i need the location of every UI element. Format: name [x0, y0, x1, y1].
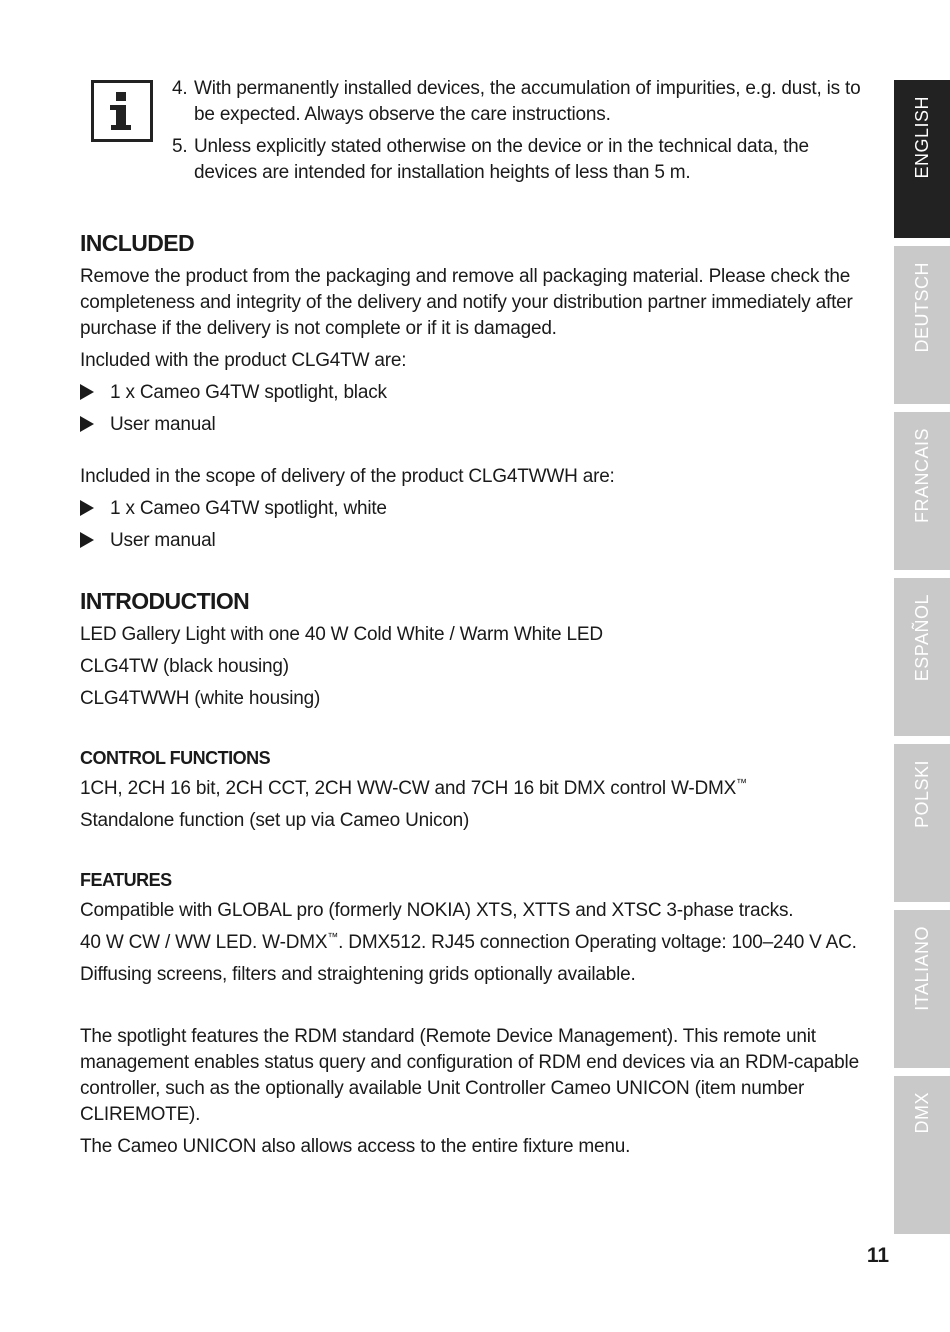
triangle-bullet-icon [80, 500, 94, 516]
triangle-bullet-icon [80, 384, 94, 400]
introduction-line: LED Gallery Light with one 40 W Cold White / Warm White LED [80, 624, 603, 645]
included-intro: Remove the product from the packaging and remove all packaging material. Please check the completeness and integrity of the delivery and notify your distribution partner immediately after purchase if the delivery is not complete or if it is damaged. [80, 266, 853, 339]
list-item [80, 496, 880, 522]
tab-polski[interactable]: POLSKI [894, 744, 950, 902]
note-number: 5. [172, 136, 188, 157]
triangle-bullet-icon [80, 532, 94, 548]
list-item-text: User manual [110, 414, 216, 435]
language-tabs [894, 80, 950, 1242]
features-heading: FEATURES [80, 870, 172, 890]
main-content [80, 228, 880, 1166]
tab-dmx[interactable]: DMX [894, 1076, 950, 1234]
note-text: With permanently installed devices, the accumulation of impurities, e.g. dust, is to be expected. Always observe the care instructions. [194, 78, 861, 125]
tab-deutsch[interactable]: DEUTSCH [894, 246, 950, 404]
page-number: 11 [866, 1244, 890, 1267]
features-line: Compatible with GLOBAL pro (formerly NOKIA) XTS, XTTS and XTSC 3-phase tracks. [80, 900, 794, 921]
note-item [172, 134, 872, 186]
included-group2-label: Included in the scope of delivery of the product CLG4TWWH are: [80, 466, 615, 487]
tab-english[interactable]: ENGLISH [894, 80, 950, 238]
included-group1-label: Included with the product CLG4TW are: [80, 350, 407, 371]
triangle-bullet-icon [80, 416, 94, 432]
tab-italiano[interactable]: ITALIANO [894, 910, 950, 1068]
list-item [80, 380, 880, 406]
tab-francais[interactable]: FRANCAIS [894, 412, 950, 570]
control-functions-heading: CONTROL FUNCTIONS [80, 748, 271, 768]
included-heading: INCLUDED [80, 230, 195, 256]
features-line: 40 W CW / WW LED. W-DMX™. DMX512. RJ45 connection Operating voltage: 100–240 V AC. [80, 931, 857, 953]
care-notes [172, 76, 872, 192]
control-functions-line: Standalone function (set up via Cameo Unicon) [80, 810, 470, 831]
introduction-heading: INTRODUCTION [80, 588, 250, 614]
note-item [172, 76, 872, 128]
note-number: 4. [172, 78, 188, 99]
note-text: Unless explicitly stated otherwise on the device or in the technical data, the devices are intended for installation heights of less than 5 m. [194, 136, 809, 183]
list-item-text: 1 x Cameo G4TW spotlight, white [110, 498, 387, 519]
features-line: Diffusing screens, filters and straightening grids optionally available. [80, 964, 636, 985]
unicon-paragraph: The Cameo UNICON also allows access to the entire fixture menu. [80, 1136, 631, 1157]
list-item-text: 1 x Cameo G4TW spotlight, black [110, 382, 387, 403]
list-item-text: User manual [110, 530, 216, 551]
info-icon [91, 80, 153, 142]
rdm-paragraph: The spotlight features the RDM standard (Remote Device Management). This remote unit management enables status query and configuration of RDM end devices via an RDM-capable controller, such as the optionally available Unit Controller Cameo UNICON (item number CLIREMOTE). [80, 1026, 859, 1125]
introduction-line: CLG4TWWH (white housing) [80, 688, 321, 709]
introduction-line: CLG4TW (black housing) [80, 656, 289, 677]
tab-espanol[interactable]: ESPAÑOL [894, 578, 950, 736]
list-item [80, 528, 880, 554]
control-functions-line: 1CH, 2CH 16 bit, 2CH CCT, 2CH WW-CW and 7CH 16 bit DMX control W-DMX™ [80, 777, 747, 799]
list-item [80, 412, 880, 438]
